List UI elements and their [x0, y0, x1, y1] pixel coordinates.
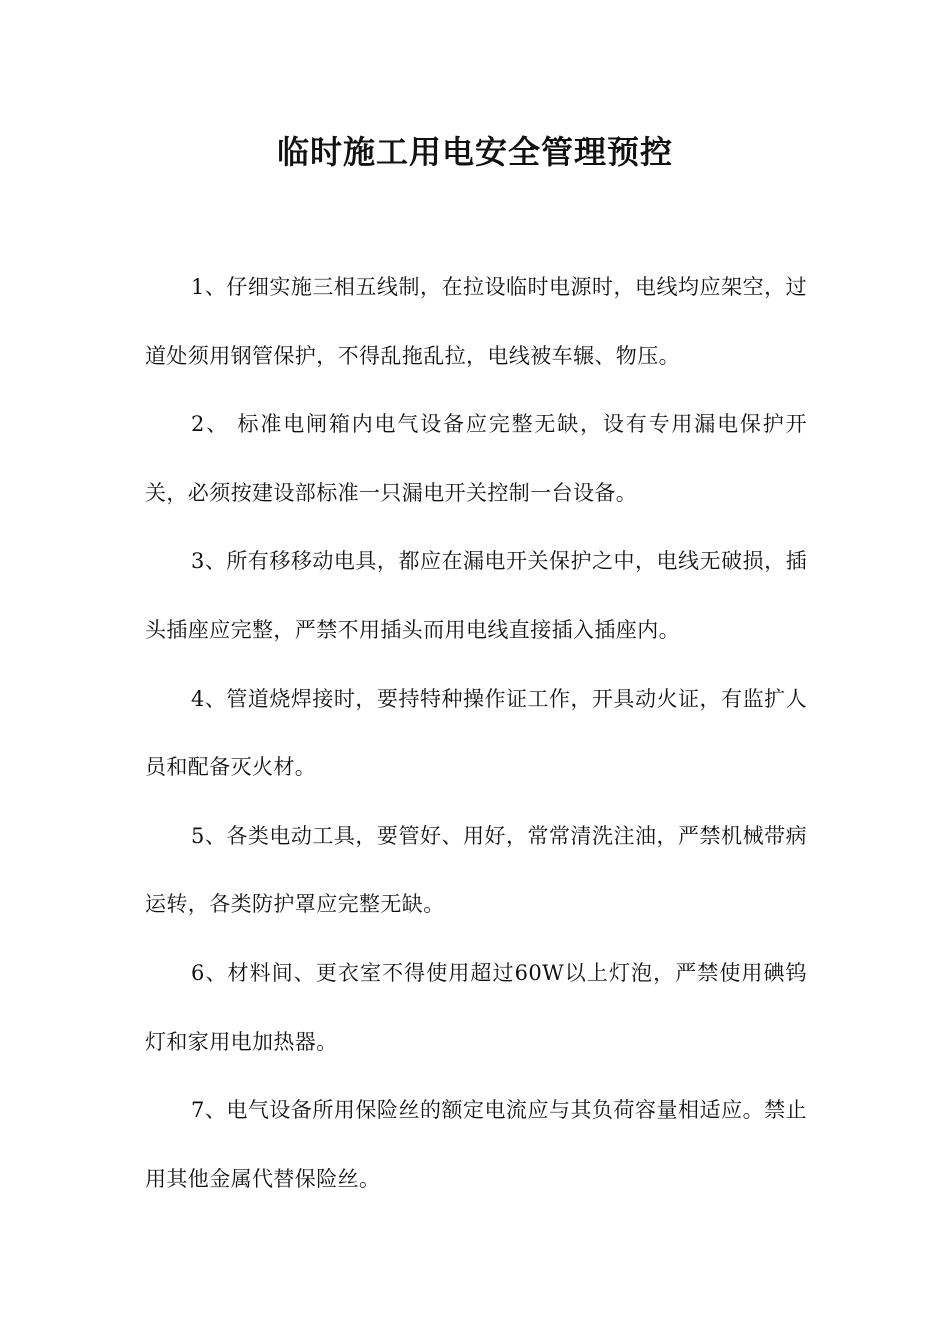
paragraph-5: 5、各类电动工具，要管好、用好，常常清洗注油，严禁机械带病运转，各类防护罩应完整无缺。 — [145, 823, 807, 917]
document-title: 临时施工用电安全管理预控 — [276, 133, 673, 171]
paragraph-6: 6、材料间、更衣室不得使用超过60W以上灯泡，严禁使用碘钨灯和家用电加热器。 — [145, 960, 807, 1054]
document-body — [145, 253, 807, 1213]
paragraph-1: 1、仔细实施三相五线制，在拉设临时电源时，电线均应架空，过道处须用钢管保护，不得乱拖乱拉，电线被车辗、物压。 — [145, 275, 807, 368]
paragraph-4: 4、管道烧焊接时，要持特种操作证工作，开具动火证，有监扩人员和配备灭火材。 — [145, 686, 807, 780]
paragraph-3: 3、所有移移动电具，都应在漏电开关保护之中，电线无破损，插头插座应完整，严禁不用插头而用电线直接插入插座内。 — [145, 549, 807, 642]
paragraph-2: 2、 标准电闸箱内电气设备应完整无缺，设有专用漏电保护开关，必须按建设部标准一只漏电开关控制一台设备。 — [145, 412, 807, 505]
paragraph-7: 7、电气设备所用保险丝的额定电流应与其负荷容量相适应。禁止用其他金属代替保险丝。 — [145, 1098, 807, 1191]
